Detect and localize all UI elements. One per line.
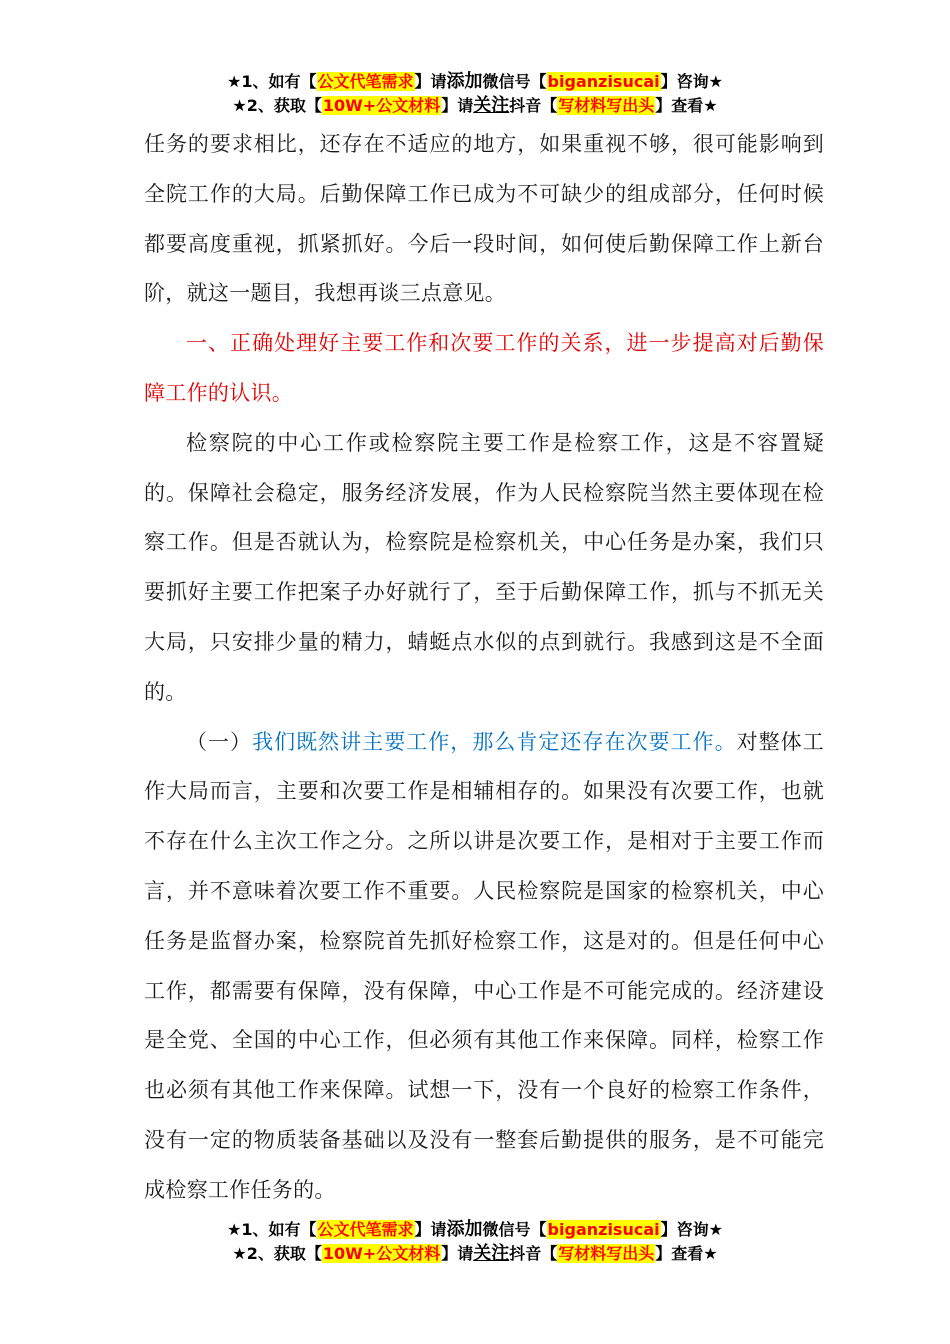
highlight-materials-bottom: 10W+公文材料 [322, 1244, 441, 1263]
subheading-1: 我们既然讲主要工作，那么肯定还存在次要工作。 [252, 729, 737, 754]
highlight-douyin-bottom: 写材料写出头 [558, 1244, 655, 1263]
promo-line-2: ★2、获取【10W+公文材料】请关注抖音【写材料写出头】查看★ [232, 95, 718, 116]
highlight-service: 公文代笔需求 [317, 72, 414, 91]
paragraph-2: 检察院的中心工作或检察院主要工作是检察工作，这是不容置疑的。保障社会稳定，服务经济发展，作为人民检察院当然主要体现在检察工作。但是否就认为，检察院是检察机关，中心任务是办案，我们只要抓好主要工作把案子办好就行了，至于后勤保障工作，抓与不抓无关大局，只安排少量的精力，蜻蜓点水似的点到就行。我感到这是不全面的。 [144, 430, 824, 704]
paragraph-3: （一）我们既然讲主要工作，那么肯定还存在次要工作。对整体工作大局而言，主要和次要工作是相辅相存的。如果没有次要工作，也就不存在什么主次工作之分。之所以讲是次要工作，是相对于主要工作而言，并不意味着次要工作不重要。人民检察院是国家的检察机关，中心任务是监督办案，检察院首先抓好检察工作，这是对的。但是任何中心工作，都需要有保障，没有保障，中心工作是不可能完成的。经济建设是全党、全国的中心工作，但必须有其他工作来保障。同样，检察工作也必须有其他工作来保障。试想一下，没有一个良好的检察工作条件，没有一定的物质装备基础以及没有一整套后勤提供的服务，是不可能完成检察工作任务的。 [144, 729, 824, 1202]
promo-line-1-bottom: ★1、如有【公文代笔需求】请添加微信号【biganzisucai】咨询★ [227, 1219, 723, 1240]
highlight-materials: 10W+公文材料 [322, 96, 441, 115]
highlight-douyin: 写材料写出头 [558, 96, 655, 115]
highlight-service-bottom: 公文代笔需求 [317, 1220, 414, 1239]
paragraph-1: 任务的要求相比，还存在不适应的地方，如果重视不够，很可能影响到全院工作的大局。后勤保障工作已成为不可缺少的组成部分，任何时候都要高度重视，抓紧抓好。今后一段时间，如何使后勤保障工作上新台阶，就这一题目，我想再谈三点意见。 [144, 132, 824, 306]
highlight-wechat-id-bottom: biganzisucai [547, 1220, 660, 1239]
promo-banner-bottom [0, 1218, 950, 1266]
document-body [144, 120, 824, 1216]
highlight-wechat-id: biganzisucai [547, 72, 660, 91]
promo-banner-top [0, 70, 950, 118]
promo-line-1: ★1、如有【公文代笔需求】请添加微信号【biganzisucai】咨询★ [227, 71, 723, 92]
section-heading-1: 一、正确处理好主要工作和次要工作的关系，进一步提高对后勤保障工作的认识。 [144, 331, 824, 405]
promo-line-2-bottom: ★2、获取【10W+公文材料】请关注抖音【写材料写出头】查看★ [232, 1243, 718, 1264]
